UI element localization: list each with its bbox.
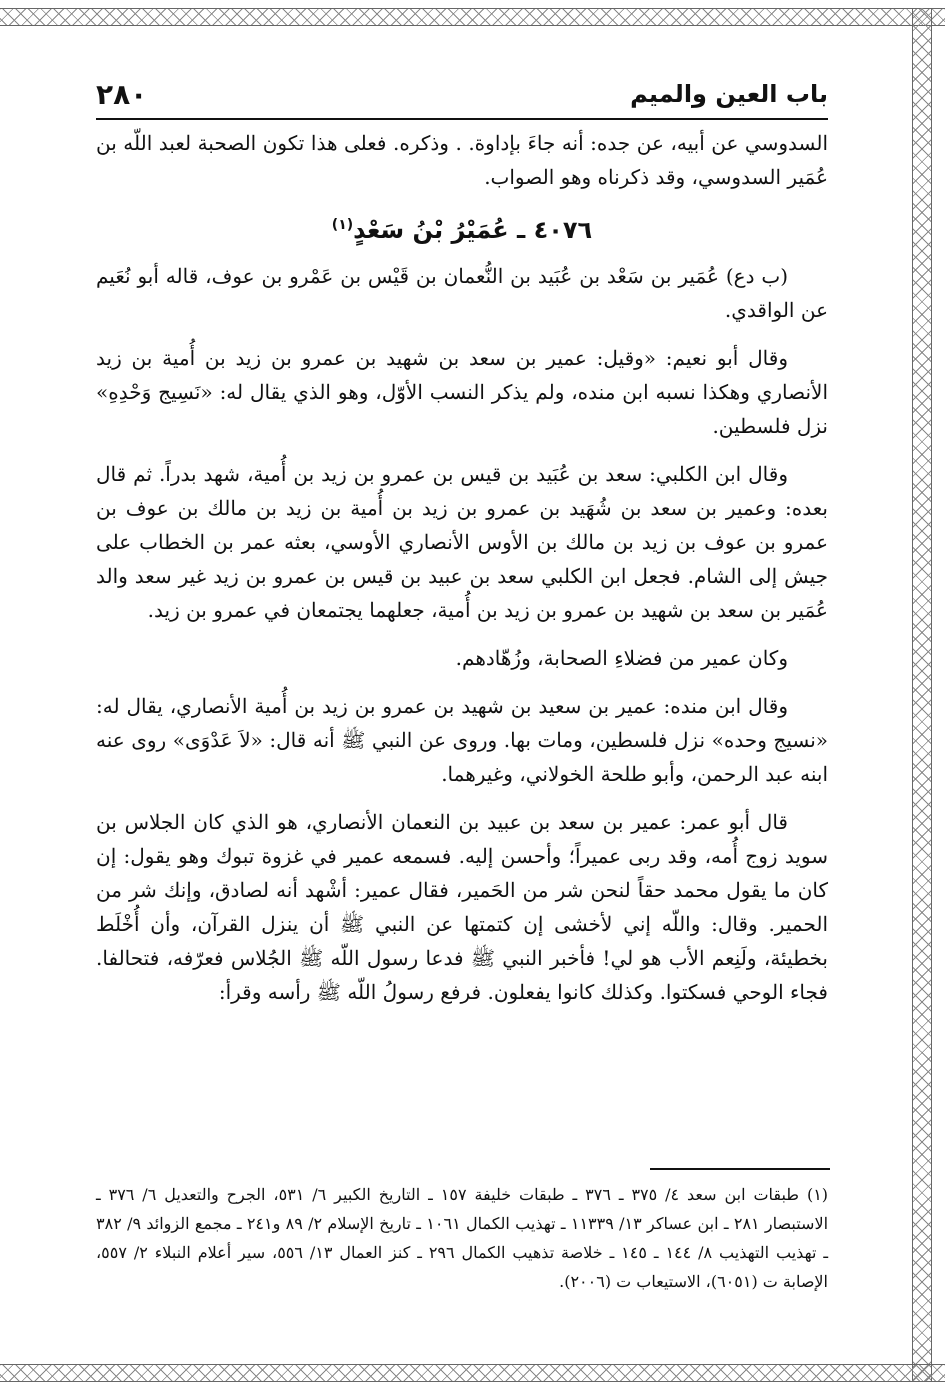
paragraph-1: السدوسي عن أبيه، عن جده: أنه جاءَ بإداوة. . وذكره. فعلى هذا تكون الصحبة لعبد اللّه بن عُمَير السدوسي، وقد ذكرناه وهو الصواب. (96, 131, 828, 189)
paragraph-6: وقال ابن منده: عمير بن سعيد بن شهيد بن عمرو بن زيد بن أُمية الأنصاري، يقال له: «نسيج وحده» نزل فلسطين، ومات بها. وروى عن النبي ﷺ أنه قال: «لاَ عَدْوَى» روى عنه ابنه عبد الرحمن، وأبو طلحة الخولاني، وغيرهما. (96, 694, 828, 786)
header-rule (96, 118, 828, 120)
paragraph-3: وقال أبو نعيم: «وقيل: عمير بن سعد بن شهيد بن عمرو بن زيد بن أُمية بن زيد الأنصاري وهكذا نسبه ابن منده، ولم يذكر النسب الأوّل، وهو الذي يقال له: «نَسِيج وَحْدِهِ» نزل فلسطين. (96, 346, 828, 438)
entry-heading-text: ٤٠٧٦ ـ عُمَيْرُ بْنُ سَعْدٍ (353, 216, 593, 244)
footnote-rule (650, 1168, 830, 1170)
decorative-border-bottom (0, 1364, 945, 1382)
main-text (96, 126, 828, 1023)
decorative-border-right (912, 8, 932, 1381)
page-number: ٢٨٠ (96, 78, 148, 111)
paragraph-5: وكان عمير من فضلاءِ الصحابة، وزُهّادهم. (455, 646, 788, 670)
decorative-border-top (0, 8, 945, 26)
running-title: باب العين والميم (630, 80, 828, 108)
page-header (96, 76, 828, 116)
paragraph-4: وقال ابن الكلبي: سعد بن عُبَيد بن قيس بن عمرو بن زيد بن أُمية، شهد بدراً. ثم قال بعده: وعمير بن سعد بن شُهَيد بن عمرو بن زيد بن أُمية بن زيد بن مالك بن عوف بن عمرو بن عوف بن زيد بن مالك بن الأوس الأنصاري الأوسي، بعثه عمر بن الخطاب على جيش إلى الشام. فجعل ابن الكلبي سعد بن عبيد بن قيس بن عمرو بن زيد غير سعد والد عُمَير بن سعد بن شهيد بن عمرو بن زيد بن أُمية، جعلهما يجتمعان في عمرو بن زيد. (96, 462, 828, 622)
footnote: (١) طبقات ابن سعد ٤/ ٣٧٥ ـ ٣٧٦ ـ طبقات خليفة ١٥٧ ـ التاريخ الكبير ٦/ ٥٣١، الجرح والتعديل ٦/ ٣٧٦ ـ الاستبصار ٢٨١ ـ ابن عساكر ١٣/ ١١٣٣٩ ـ تهذيب الكمال ١٠٦١ ـ تاريخ الإسلام ٢/ ٨٩ و٢٤١ ـ مجمع الزوائد ٩/ ٣٨٢ ـ تهذيب التهذيب ٨/ ١٤٤ ـ ١٤٥ ـ خلاصة تذهيب الكمال ٢٩٦ ـ كنز العمال ١٣/ ٥٥٦، سير أعلام النبلاء ٢/ ٥٥٧، الإصابة ت (٦٠٥١)، الاستيعاب ت (٢٠٠٦). (96, 1185, 829, 1291)
paragraph-2: (ب دع) عُمَير بن سَعْد بن عُبَيد بن النُّعمان بن قَيْس بن عَمْرو بن عوف، قاله أبو نُعَيم عن الواقدي. (96, 264, 828, 322)
paragraph-7: قال أبو عمر: عمير بن سعد بن عبيد بن النعمان الأنصاري، هو الذي كان الجلاس بن سويد زوج أُمه، وقد ربى عميراً؛ وأحسن إليه. فسمعه عمير في غزوة تبوك وهو يقول: إن كان ما يقول محمد حقاً لنحن شر من الحَمير، فقال عمير: أشْهد أنه لصادق، وإنك شر من الحمير. وقال: واللّه إني لأخشى إن كتمتها عن النبي ﷺ أن ينزل القرآن، وأن أُخْلَط بخطيئة، ولَنِعم الأب هو لي! فأخبر النبي ﷺ فدعا رسول اللّه ﷺ الجُلاس فعرّفه، فتحالفا. فجاء الوحي فسكتوا. وكذلك كانوا يفعلون. فرفع رسولُ اللّه ﷺ رأسه وقرأ: (96, 810, 828, 1004)
entry-heading-footnote-ref: (١) (331, 217, 354, 233)
entry-heading (96, 208, 828, 247)
